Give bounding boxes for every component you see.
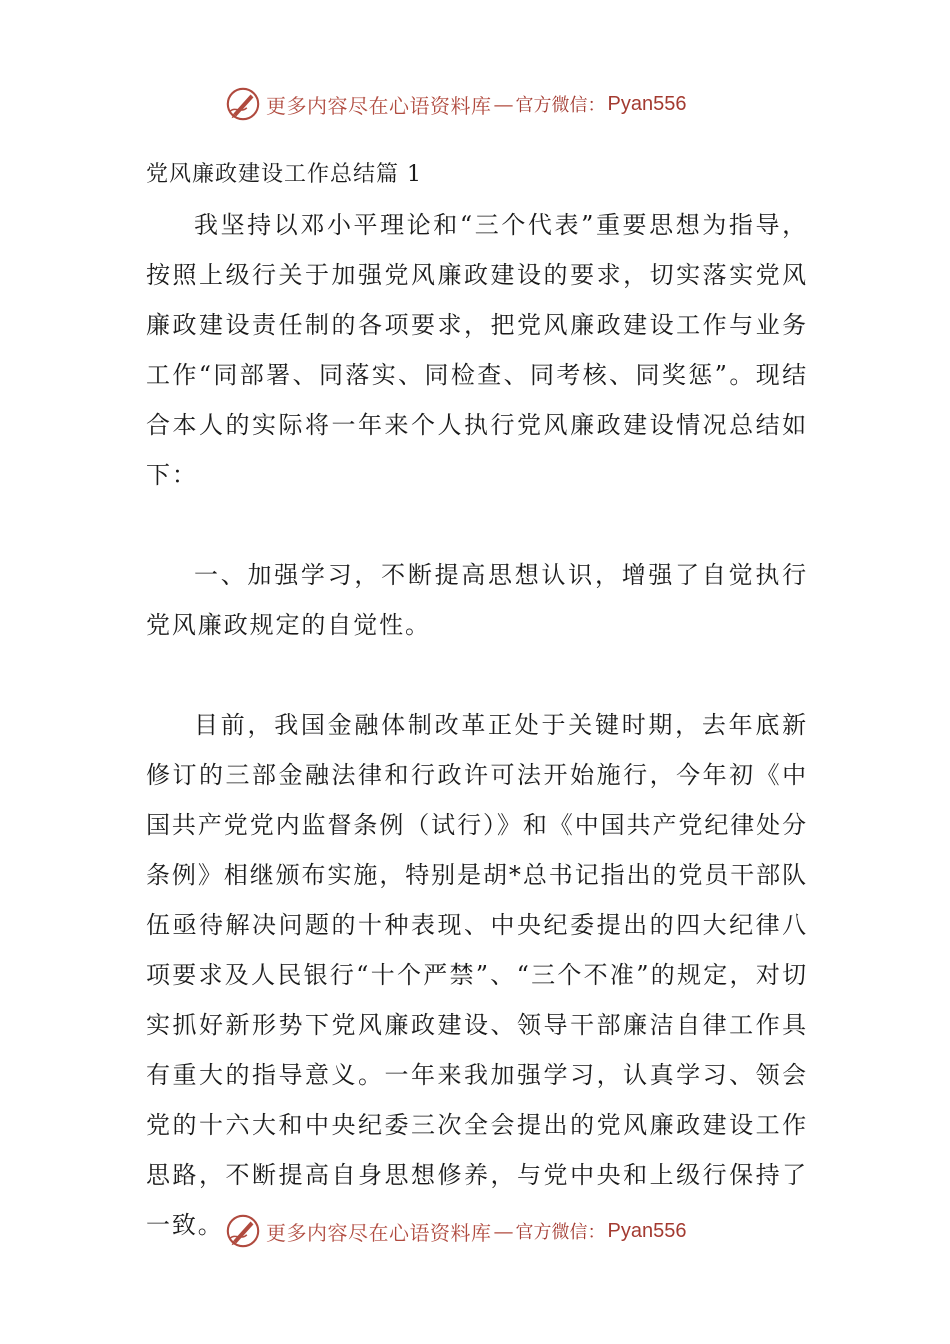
banner-wechat-id: Pyan556	[607, 92, 687, 115]
paragraph-body: 目前，我国金融体制改革正处于关键时期，去年底新修订的三部金融法律和行政许可法开始施行，今年初《中国共产党党内监督条例（试行）》和《中国共产党纪律处分条例》相继颁布实施，特别是胡*总书记指出的党员干部队伍亟待解决问题的十种表现、中央纪委提出的四大纪律八项要求及人民银行“十个严禁”、“三个不准”的规定，对切实抓好新形势下党风廉政建设、领导干部廉洁自律工作具有重大的指导意义。一年来我加强学习，认真学习、领会党的十六大和中央纪委三次全会提出的党风廉政建设工作思路，不断提高自身思想修养，与党中央和上级行保持了一致。	[146, 711, 808, 1239]
header-banner	[224, 84, 744, 124]
document-title: 党风廉政建设工作总结篇 1	[146, 162, 422, 187]
document-body	[146, 150, 808, 1250]
banner-wechat-id: Pyan556	[607, 1219, 687, 1242]
paragraph-intro: 我坚持以邓小平理论和“三个代表”重要思想为指导，按照上级行关于加强党风廉政建设的要求，切实落实党风廉政建设责任制的各项要求，把党风廉政建设工作与业务工作“同部署、同落实、同检查、同考核、同奖惩”。现结合本人的实际将一年来个人执行党风廉政建设情况总结如下：	[146, 211, 808, 489]
banner-wechat-label: 官方微信：	[515, 1222, 606, 1243]
banner-separator: —	[493, 92, 514, 116]
banner-wechat-label: 官方微信：	[515, 95, 606, 116]
footer-banner	[224, 1211, 744, 1251]
paragraph-spacer	[146, 650, 808, 700]
pen-logo-icon	[224, 1212, 262, 1250]
banner-text: 更多内容尽在心语资料库	[266, 1220, 492, 1245]
paragraph-spacer	[146, 500, 808, 550]
pen-logo-icon	[224, 85, 262, 123]
section-heading-1: 一、加强学习，不断提高思想认识，增强了自觉执行党风廉政规定的自觉性。	[146, 561, 808, 639]
banner-separator: —	[493, 1219, 514, 1243]
banner-text: 更多内容尽在心语资料库	[266, 93, 492, 118]
